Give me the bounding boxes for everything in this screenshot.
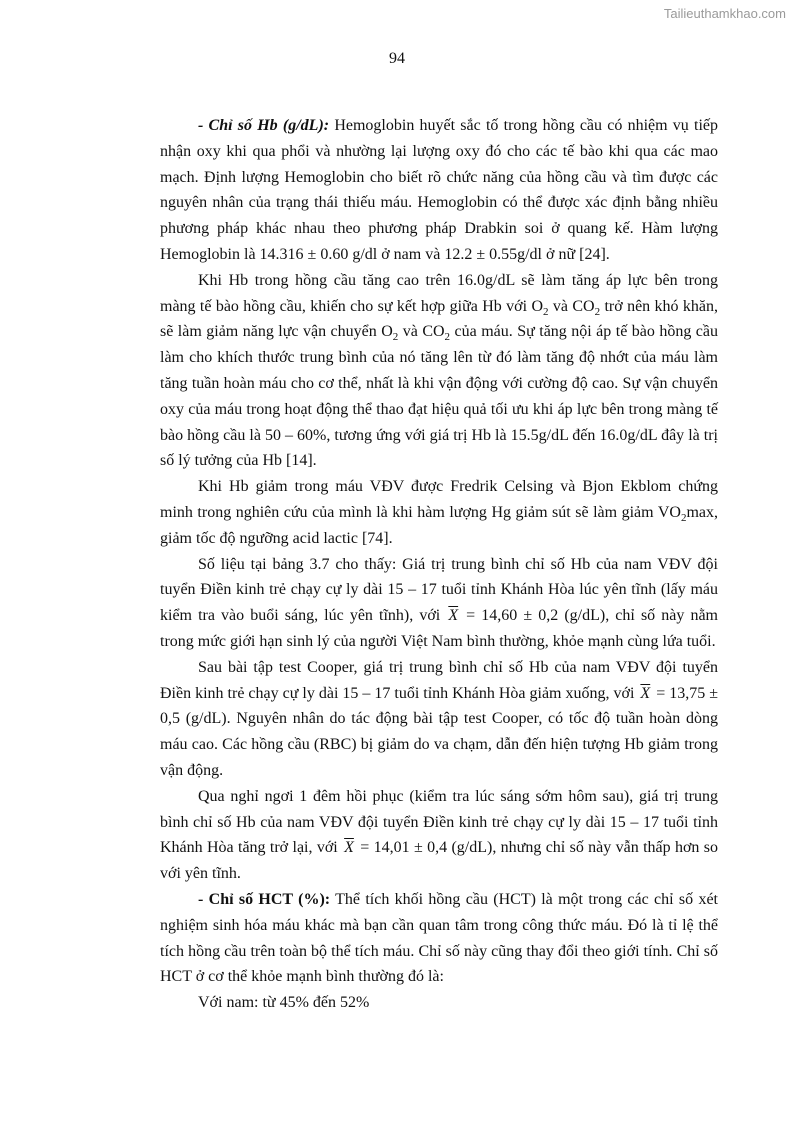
text-run: = 13,75 ± 0,5 (g/dL). Nguyên nhân do tác động bài tập test Cooper, có tốc độ tuần hoàn dòng máu cao. Các hồng cầu (RBC) bị giảm do va chạm, dẫn đến hiện tượng Hb giảm trong vận động. — [160, 684, 718, 779]
subscript: 2 — [444, 331, 451, 344]
text-run: và CO — [548, 297, 595, 315]
text-run: Qua nghỉ ngơi 1 đêm hồi phục (kiểm tra lúc sáng sớm hôm sau), giá trị trung bình chỉ số Hb của nam VĐV đội tuyển Điền kinh trẻ chạy cự ly dài 15 – 17 tuổi tỉnh Khánh Hòa tăng trở lại, với — [160, 787, 718, 857]
section-label-hb: - Chỉ số Hb (g/dL): — [198, 117, 330, 134]
text-run: max, giảm tốc độ ngưỡng acid lactic [74]. — [160, 503, 718, 547]
paragraph-hct — [160, 887, 718, 990]
paragraph-hb-low — [160, 474, 718, 551]
text-run: = 14,60 ± 0,2 (g/dL), chỉ số này nằm trong mức giới hạn sinh lý của người Việt Nam bình thường, khỏe mạnh cùng lứa tuổi. — [160, 607, 718, 650]
paragraph-hb — [160, 113, 718, 268]
text-run: và CO — [398, 323, 445, 341]
mean-symbol: $\overline{X}$ — [640, 684, 651, 702]
text-run: của máu. Sự tăng nội áp tế bào hồng cầu làm cho khích thước trung bình của nó tăng lên từ đó làm tăng độ nhớt của máu làm tăng tuần hoàn máu cho cơ thể, nhất là khi vận động với cường độ cao. Sự vận chuyển oxy của máu trong hoạt động thể thao đạt hiệu quả tối ưu khi áp lực bên trong màng tế bào hồng cầu là 50 – 60%, tương ứng với giá trị Hb là 15.5g/dL đến 16.0g/dL đây là trị số lý tưởng của Hb [14]. — [160, 323, 718, 470]
paragraph-hct-male: Với nam: từ 45% đến 52% — [198, 994, 370, 1012]
mean-symbol: $\overline{X}$ — [448, 607, 459, 625]
document-body — [160, 113, 718, 1016]
section-label-hct: - Chỉ số HCT (%): — [198, 890, 331, 908]
text-run: Khi Hb trong hồng cầu tăng cao trên 16.0g/dL sẽ làm tăng áp lực bên trong màng tế bào hồng cầu, khiến cho sự kết hợp giữa Hb với O — [160, 271, 718, 315]
paragraph-hb-high — [160, 268, 718, 474]
paragraph-text: Thể tích khối hồng cầu (HCT) là một trong các chỉ số xét nghiệm sinh hóa máu khác mà bạn cần quan tâm trong công thức máu. Đó là tỉ lệ thể tích hồng cầu trên toàn bộ thể tích máu. Chỉ số này cũng thay đổi theo giới tính. Chỉ số HCT ở cơ thể khỏe mạnh bình thường đó là: — [160, 890, 718, 986]
paragraph-recovery — [160, 784, 718, 887]
subscript: 2 — [680, 512, 687, 525]
subscript: 2 — [594, 305, 601, 318]
watermark: Tailieuthamkhao.com — [663, 6, 786, 21]
text-run: trở nên khó khăn, sẽ làm giảm năng lực vận chuyển O — [160, 297, 719, 341]
subscript: 2 — [392, 331, 399, 344]
text-run: = 14,01 ± 0,4 (g/dL), nhưng chỉ số này vẫn thấp hơn so với yên tĩnh. — [160, 839, 719, 883]
paragraph-after-test — [160, 655, 718, 784]
text-run: Khi Hb giảm trong máu VĐV được Fredrik Celsing và Bjon Ekblom chứng minh trong nghiên cứu của mình là khi hàm lượng Hg giảm sút sẽ làm giảm VO — [160, 478, 718, 521]
text-run: Sau bài tập test Cooper, giá trị trung bình chỉ số Hb của nam VĐV đội tuyển Điền kinh trẻ chạy cự ly dài 15 – 17 tuổi tỉnh Khánh Hòa giảm xuống, với — [160, 658, 718, 702]
page-number: 94 — [389, 50, 405, 67]
text-run: Số liệu tại bảng 3.7 cho thấy: Giá trị trung bình chỉ số Hb của nam VĐV đội tuyển Điền kinh trẻ chạy cự ly dài 15 – 17 tuổi tỉnh Khánh Hòa lúc yên tĩnh (lấy máu kiểm tra vào buổi sáng, lúc yên tĩnh), với — [160, 555, 718, 625]
paragraph-rest-result — [160, 552, 718, 655]
mean-symbol: $\overline{X}$ — [344, 839, 354, 857]
subscript: 2 — [543, 305, 549, 318]
paragraph-text: Hemoglobin huyết sắc tố trong hồng cầu có nhiệm vụ tiếp nhận oxy khi qua phổi và nhường lại lượng oxy đó cho các tế bào khi qua các mao mạch. Định lượng Hemoglobin cho biết rõ chức năng của hồng cầu và tìm được các nguyên nhân của trạng thái thiếu máu. Hemoglobin có thể được xác định bằng nhiều phương pháp khác nhau theo phương pháp Drabkin soi ở quang kế. Hàm lượng Hemoglobin là 14.316 ± 0.60 g/dl ở nam và 12.2 ± 0.55g/dl ở nữ [24]. — [160, 117, 719, 263]
